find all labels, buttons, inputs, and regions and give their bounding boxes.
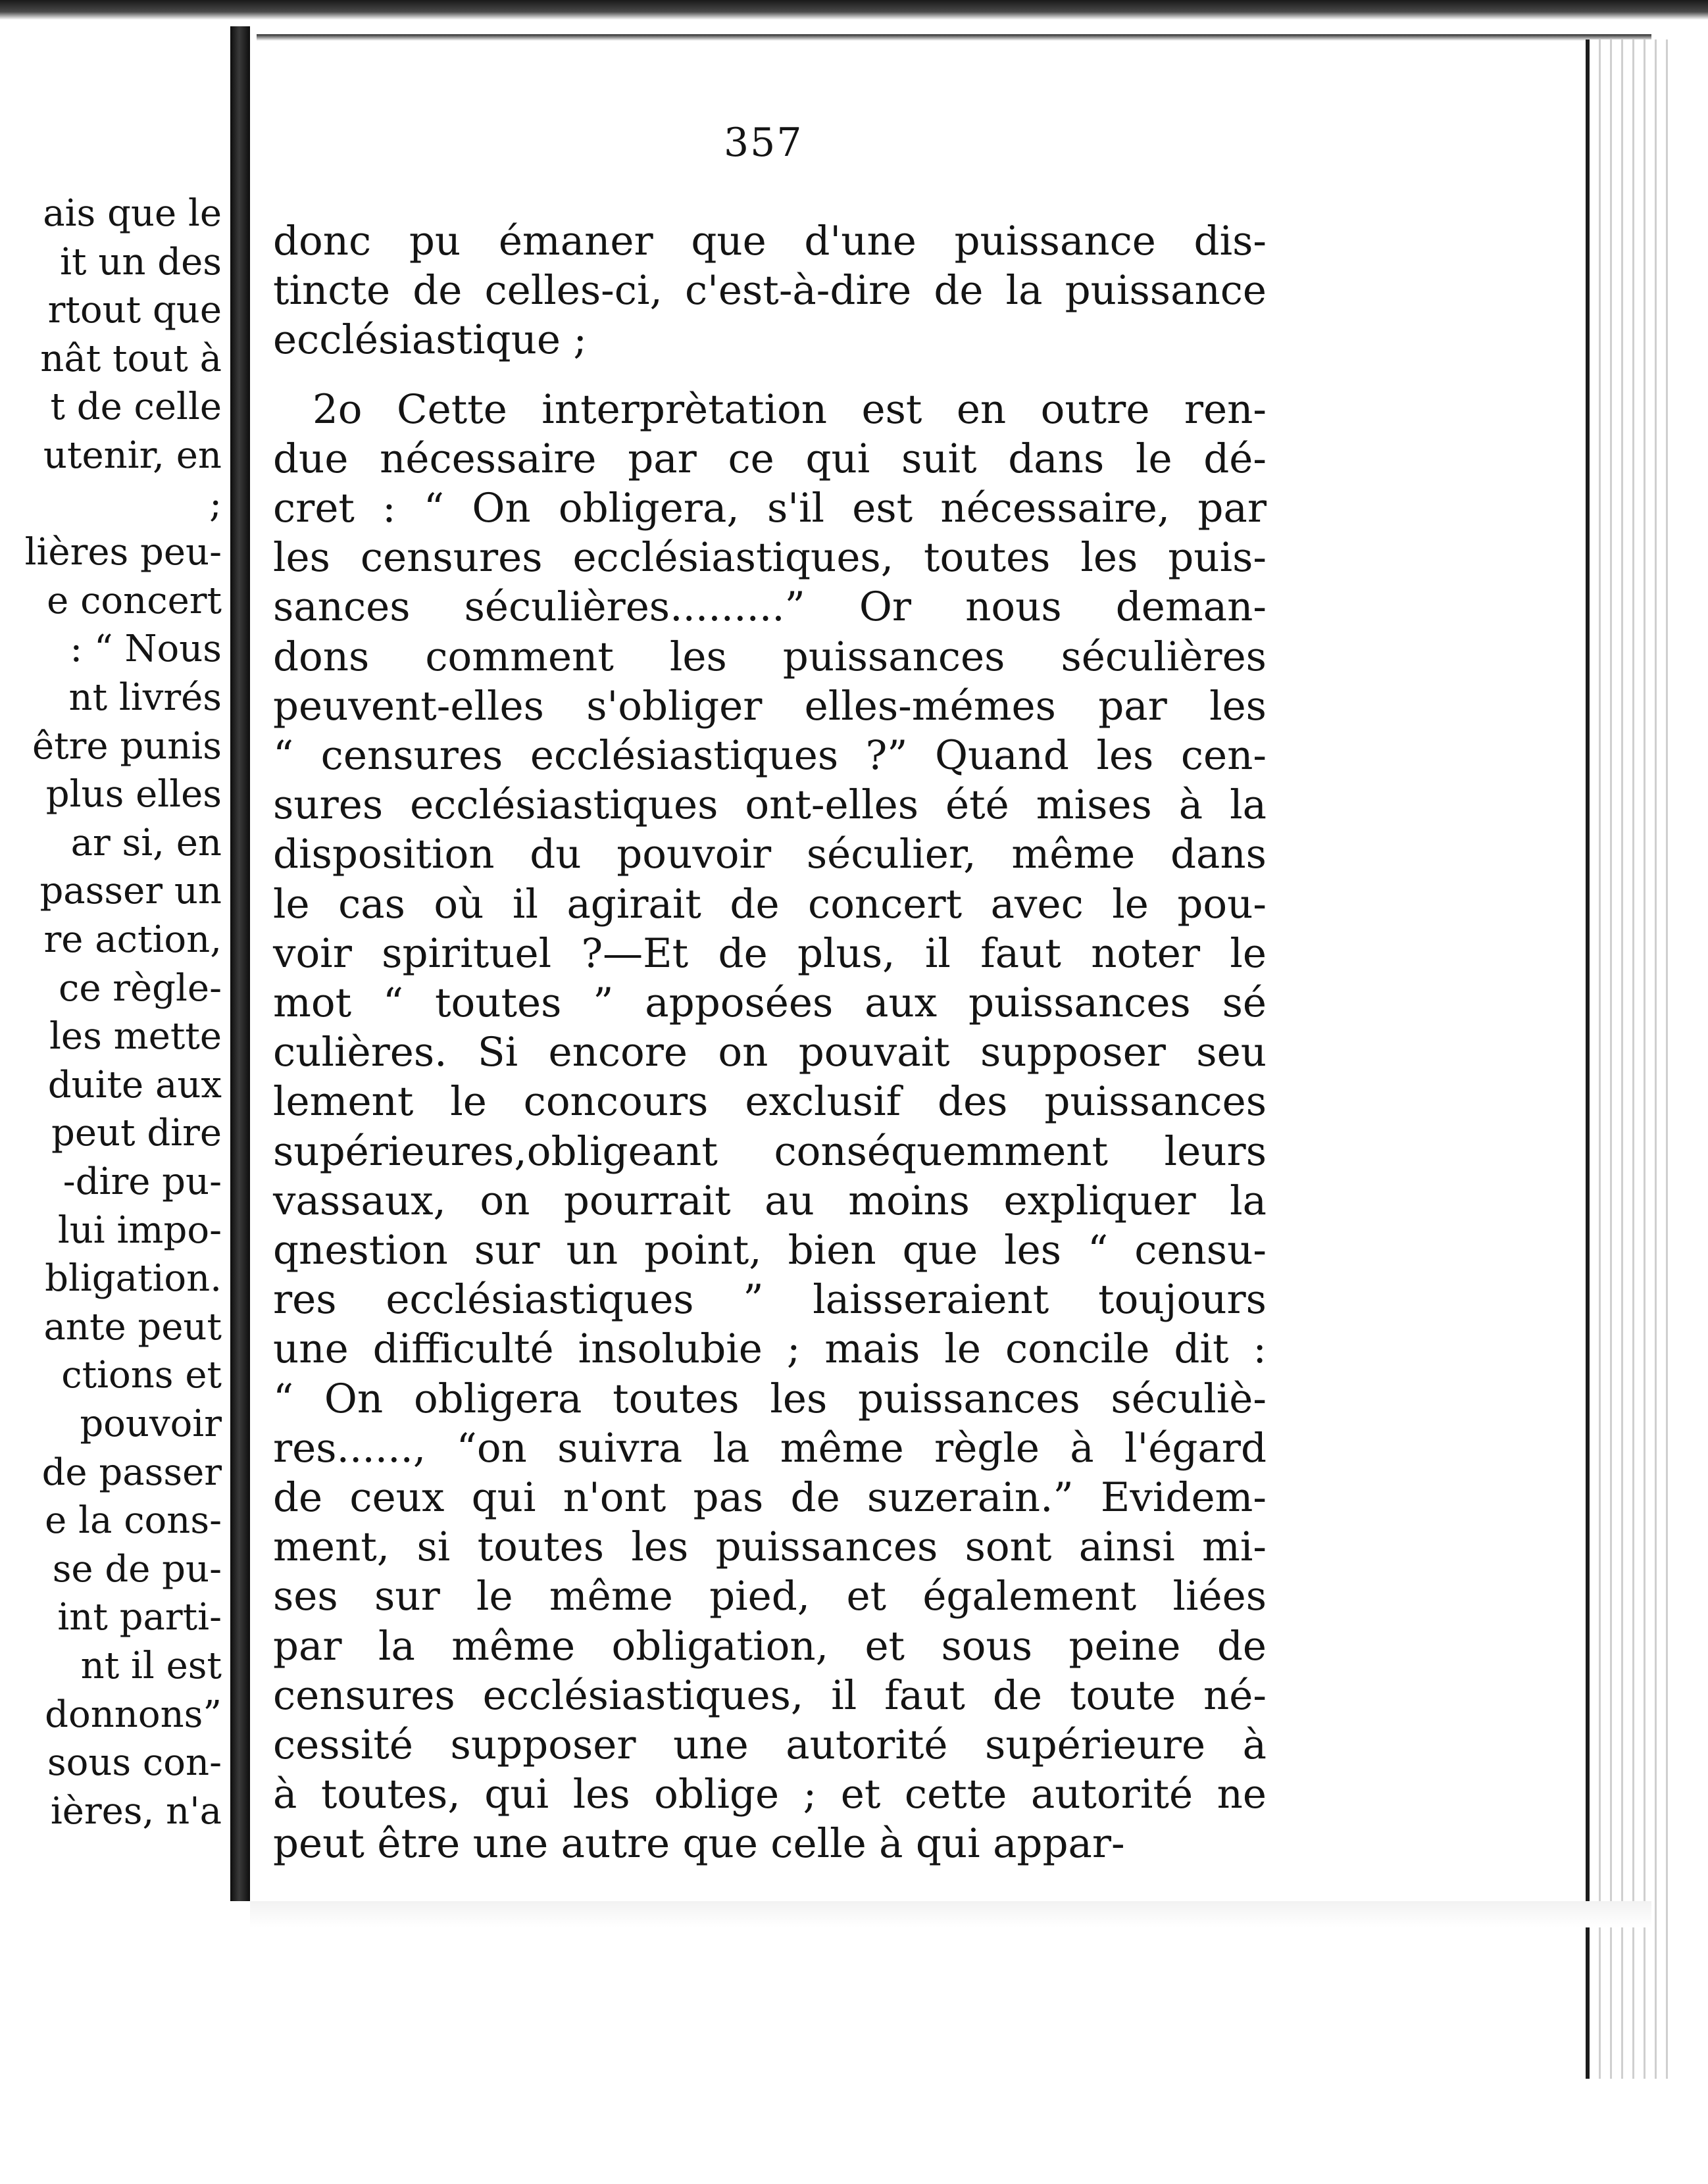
body-text-line: supérieures,obligeant conséquemment leurs xyxy=(273,1128,1267,1175)
left-page-column xyxy=(0,191,227,1914)
body-text-line: vassaux, on pourrait au moins expliquer la xyxy=(273,1177,1267,1224)
body-text-line: dons comment les puissances séculières xyxy=(273,633,1267,680)
left-column-line: pouvoir xyxy=(80,1402,222,1445)
body-text-line: les censures ecclésiastiques, toutes les puis- xyxy=(273,534,1267,582)
body-text-line: sances séculières.........” Or nous deman- xyxy=(273,583,1267,631)
left-column-line: peut dire xyxy=(51,1112,222,1155)
body-text-line: peuvent-elles s'obliger elles-mémes par les xyxy=(273,682,1267,730)
left-column-line: ières, n'a xyxy=(50,1789,222,1833)
body-text-line: mot “ toutes ” apposées aux puissances sé xyxy=(273,980,1267,1026)
left-column-line: it un des xyxy=(60,240,222,284)
left-column-line: ; xyxy=(209,482,222,526)
page-bottom-shadow xyxy=(250,1901,1651,1927)
body-text-line: par la même obligation, et sous peine de xyxy=(273,1622,1267,1670)
body-text-line: res ecclésiastiques ” laisseraient toujours xyxy=(273,1276,1267,1324)
left-column-line: : “ Nous xyxy=(70,628,222,671)
body-text-line: tincte de celles-ci, c'est-à-dire de la puissance xyxy=(273,267,1267,314)
left-column-line: donnons” xyxy=(45,1693,222,1736)
body-text-line: qnestion sur un point, bien que les “ censu- xyxy=(273,1227,1267,1274)
book-gutter xyxy=(230,26,250,1901)
left-column-line: de passer xyxy=(41,1451,222,1494)
left-column-line: être punis xyxy=(32,724,222,768)
left-column-line: int parti- xyxy=(57,1596,222,1639)
page-number: 357 xyxy=(724,120,803,166)
body-text-line: res......, “on suivra la même règle à l'égard xyxy=(273,1424,1267,1472)
body-text-line: une difficulté insolubie ; mais le concile dit : xyxy=(273,1326,1267,1373)
body-text-line: ecclésiastique ; xyxy=(273,316,587,364)
page-top-edge xyxy=(257,34,1651,41)
body-text-line: censures ecclésiastiques, il faut de toute né- xyxy=(273,1672,1267,1719)
left-column-line: ais que le xyxy=(43,192,222,235)
scan-top-edge xyxy=(0,0,1708,20)
left-column-line: utenir, en xyxy=(43,434,222,477)
left-column-line: e concert xyxy=(47,579,222,622)
left-column-line: duite aux xyxy=(47,1063,222,1106)
body-text-line: le cas où il agirait de concert avec le pou- xyxy=(273,880,1267,928)
left-column-line: re action, xyxy=(43,918,222,961)
left-column-line: nât tout à xyxy=(40,337,222,380)
body-text-line: à toutes, qui les oblige ; et cette autorité ne xyxy=(273,1771,1267,1818)
body-text-line: de ceux qui n'ont pas de suzerain.” Evidem- xyxy=(273,1474,1267,1521)
left-column-line: t de celle xyxy=(50,385,222,429)
left-column-line: e la cons- xyxy=(45,1499,222,1543)
body-text-line: ses sur le même pied, et également liées xyxy=(273,1573,1267,1620)
body-text-line: peut être une autre que celle à qui appar- xyxy=(273,1820,1125,1868)
left-column-line: ante peut xyxy=(43,1305,222,1349)
body-text-line: “ On obligera toutes les puissances séculiè- xyxy=(273,1375,1267,1422)
body-text-line: ment, si toutes les puissances sont ainsi mi- xyxy=(273,1524,1267,1571)
left-column-line: ce règle- xyxy=(58,966,222,1010)
page-stack-edge xyxy=(1586,39,1669,2079)
left-column-line: sous con- xyxy=(47,1741,222,1785)
body-text-line: 2o Cette interprètation est en outre ren- xyxy=(313,385,1267,433)
body-text-line: “ censures ecclésiastiques ?” Quand les cen- xyxy=(273,732,1267,779)
body-text-line: disposition du pouvoir séculier, même dans xyxy=(273,831,1267,878)
left-column-line: plus elles xyxy=(45,773,222,816)
left-column-line: nt livrés xyxy=(68,676,222,719)
left-column-line: passer un xyxy=(39,870,222,913)
left-column-line: lières peu- xyxy=(24,531,222,574)
body-text-line: sures ecclésiastiques ont-elles été mises à la xyxy=(273,782,1267,829)
left-column-line: nt il est xyxy=(80,1645,222,1687)
left-column-line: lui impo- xyxy=(57,1208,222,1252)
body-text-line: due nécessaire par ce qui suit dans le dé- xyxy=(273,435,1267,482)
body-text-line: culières. Si encore on pouvait supposer seu xyxy=(273,1029,1267,1076)
left-column-line: les mette xyxy=(49,1015,222,1058)
body-text-line: cessité supposer une autorité supérieure à xyxy=(273,1722,1267,1768)
body-text-line: donc pu émaner que d'une puissance dis- xyxy=(273,218,1267,264)
left-column-line: bligation. xyxy=(45,1257,222,1301)
body-text-line: cret : “ On obligera, s'il est nécessaire, par xyxy=(273,485,1267,532)
left-column-line: ctions et xyxy=(61,1354,222,1397)
body-text-line: lement le concours exclusif des puissances xyxy=(273,1078,1267,1126)
left-column-line: se de pu- xyxy=(52,1547,222,1591)
left-column-line: ar si, en xyxy=(70,821,222,864)
body-text-line: voir spirituel ?—Et de plus, il faut noter le xyxy=(273,930,1267,977)
left-column-line: rtout que xyxy=(47,289,222,332)
left-column-line: -dire pu- xyxy=(63,1160,222,1203)
